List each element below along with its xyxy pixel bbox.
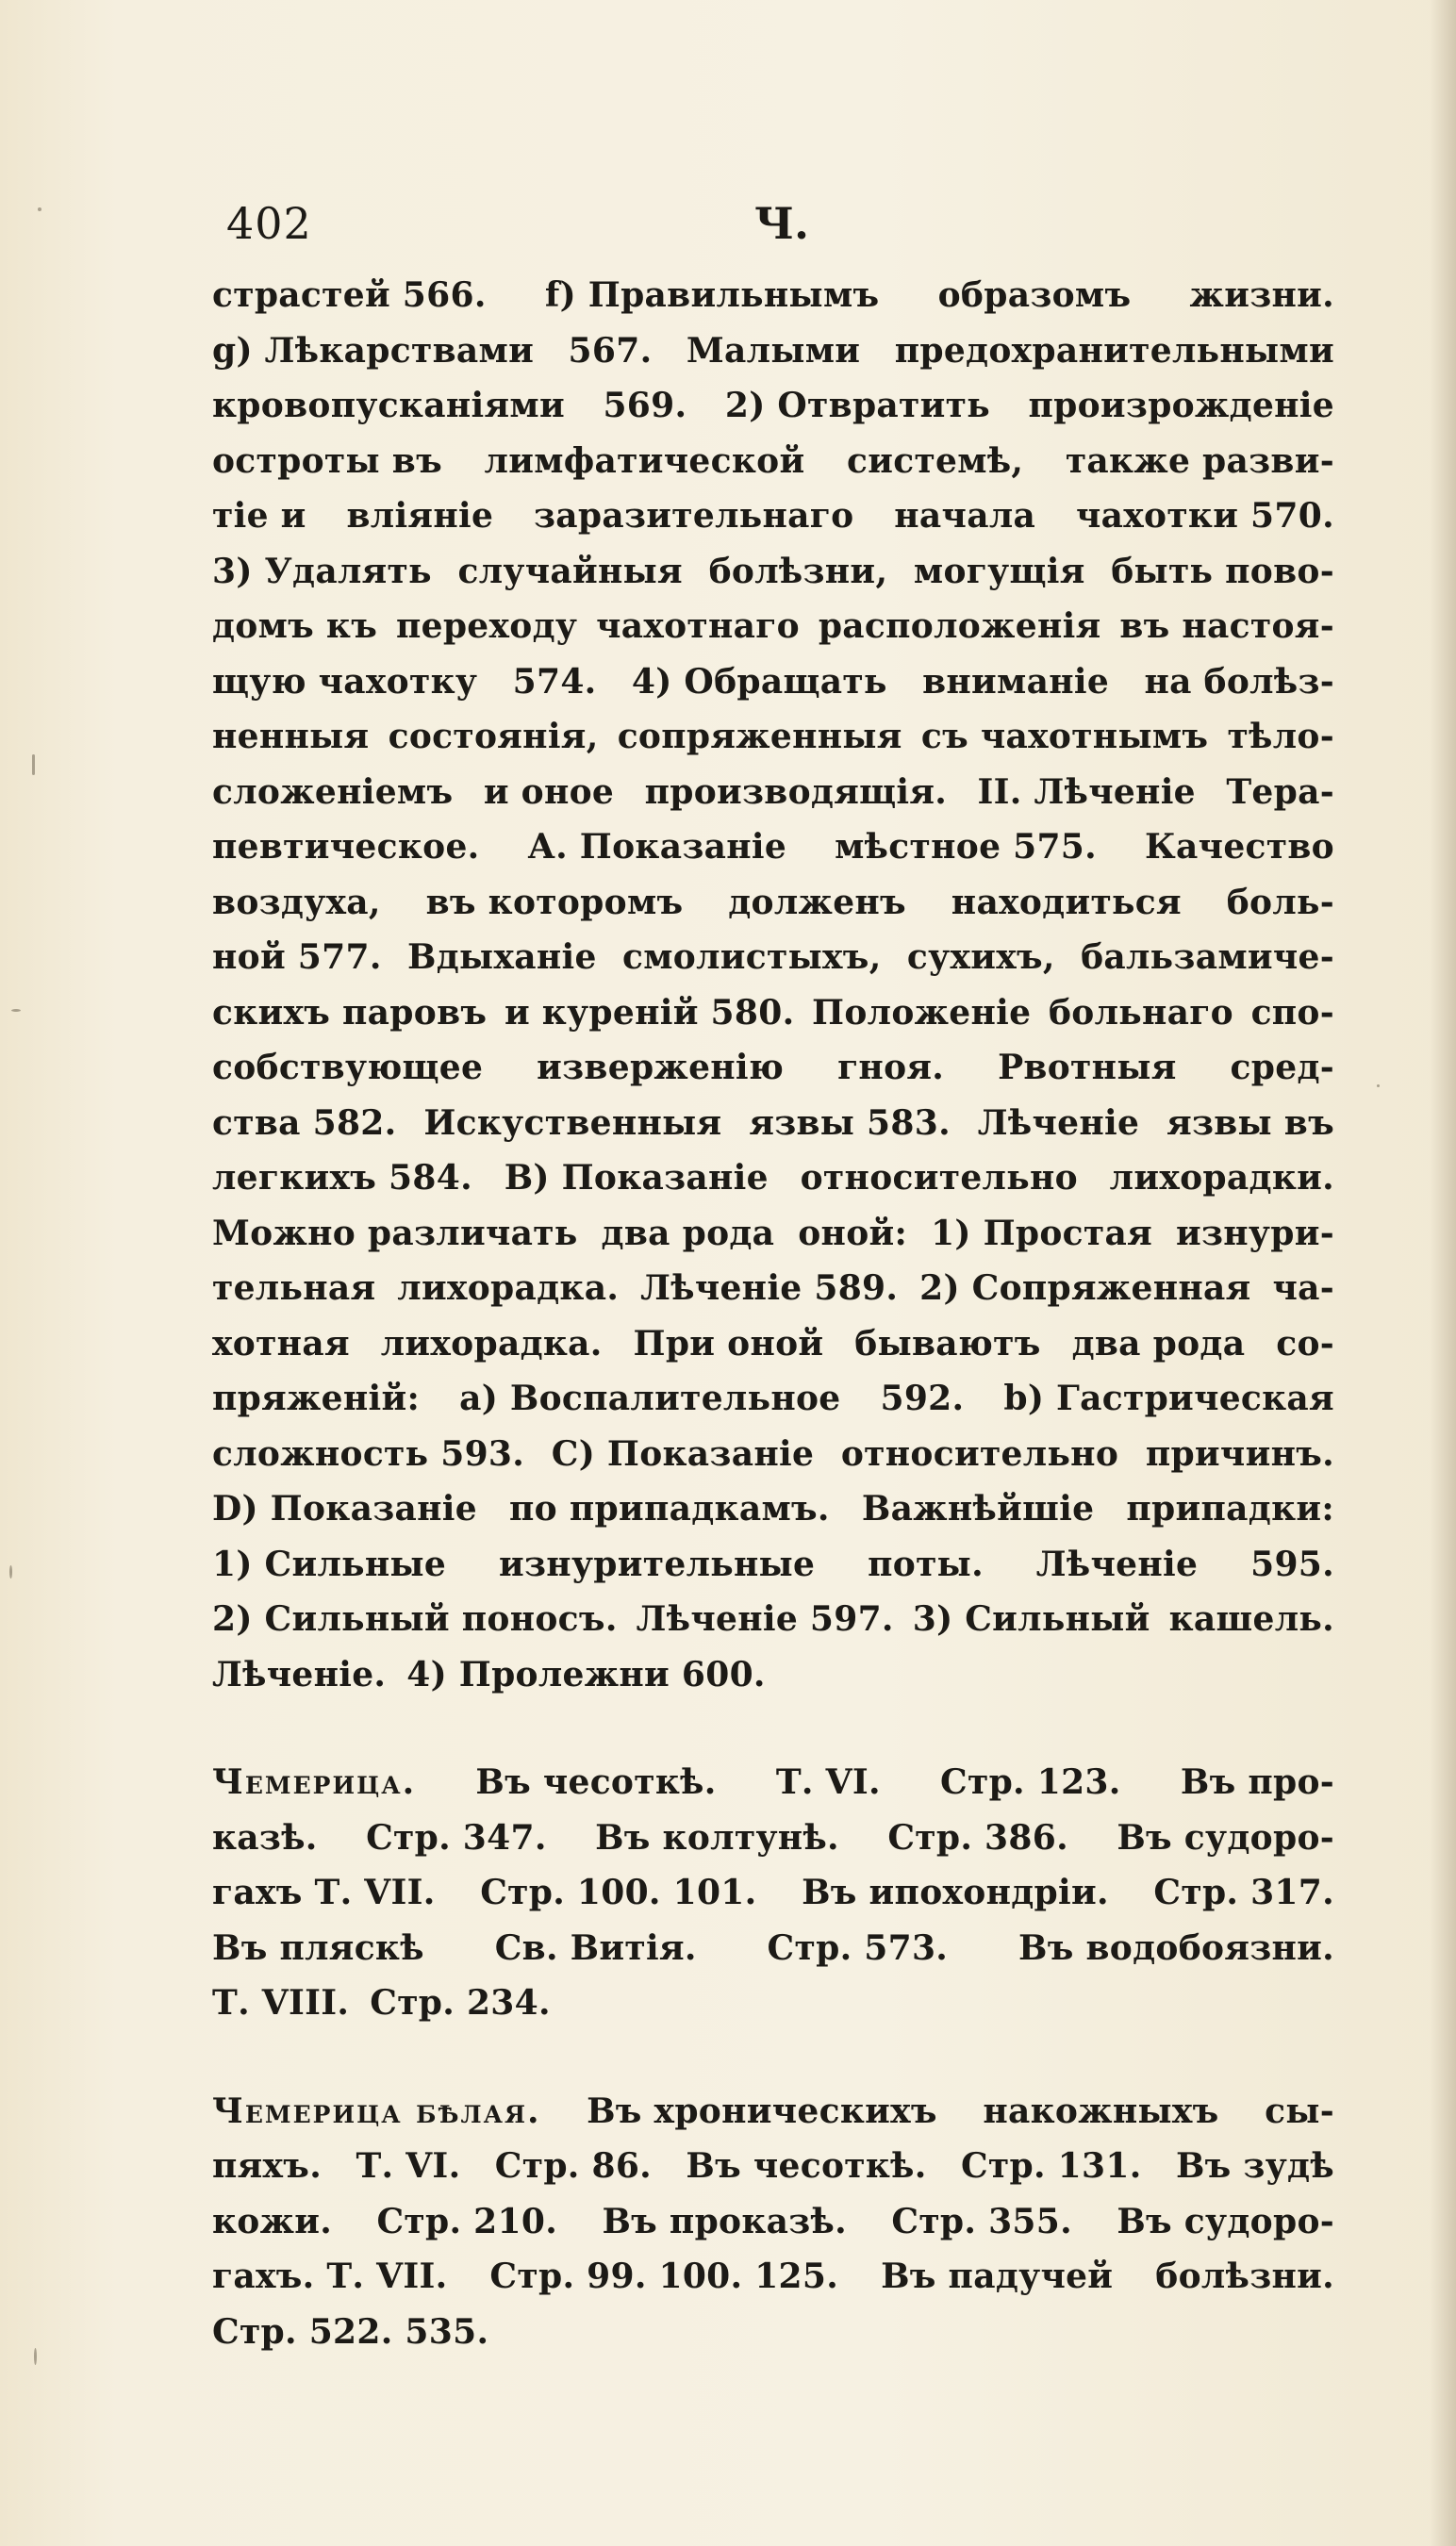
text-fragment: состоянія, <box>388 717 599 756</box>
text-fragment: Можно различать <box>212 1213 578 1253</box>
text-fragment: со- <box>1276 1323 1334 1364</box>
text-fragment: мѣстное 575. <box>835 827 1097 867</box>
text-fragment: щую чахотку <box>212 661 478 702</box>
text-fragment: Въ про- <box>1180 1762 1334 1802</box>
text-fragment: въ которомъ <box>425 882 684 922</box>
text-fragment: язвы 583. <box>749 1102 951 1143</box>
text-fragment: D) Показаніе <box>212 1489 477 1529</box>
text-fragment: Рвотныя <box>998 1048 1177 1087</box>
text-fragment: В) Показаніе <box>504 1158 769 1198</box>
text-fragment: 4) Пролежни 600. <box>406 1654 766 1695</box>
text-line <box>212 2312 1334 2368</box>
text-line <box>212 717 1334 772</box>
text-fragment: накожныхъ <box>983 2091 1219 2131</box>
text-fragment: чахотнаго <box>596 606 800 646</box>
text-fragment: сухихъ, <box>906 937 1055 977</box>
text-line <box>212 2257 1334 2312</box>
text-line <box>212 331 1334 387</box>
text-fragment: вліяніе <box>346 496 494 536</box>
text-fragment: Стр. 317. <box>1153 1873 1334 1912</box>
text-fragment: ненныя <box>212 717 370 756</box>
text-fragment: Лѣченіе 597. <box>636 1599 894 1639</box>
text-line <box>212 1103 1334 1159</box>
text-fragment: 3) Сильный <box>912 1599 1150 1639</box>
text-fragment: Важнѣйшіе <box>861 1489 1095 1529</box>
text-fragment: переходу <box>395 606 578 646</box>
text-fragment: сложеніемъ <box>212 771 454 812</box>
text-fragment: бальзамиче- <box>1081 937 1334 977</box>
text-fragment: расположенія <box>818 606 1101 646</box>
text-fragment: вниманіе <box>922 661 1110 702</box>
text-fragment: и оное <box>483 771 615 812</box>
text-fragment: Стр. 234. <box>370 1983 551 2023</box>
text-fragment: Т. VI. <box>356 2146 461 2186</box>
text-line <box>212 275 1334 331</box>
text-fragment: хотная <box>212 1323 350 1364</box>
text-fragment: гахъ. Т. VII. <box>212 2257 448 2296</box>
text-fragment: 4) Обращать <box>631 661 887 702</box>
text-fragment: сы- <box>1265 2091 1334 2131</box>
text-fragment: Искуственныя <box>423 1102 722 1143</box>
page-number: 402 <box>226 198 312 249</box>
text-fragment: лихорадка. <box>380 1323 603 1364</box>
text-fragment: тельная <box>212 1268 376 1308</box>
text-fragment: Лѣченіе. <box>212 1654 387 1695</box>
text-fragment: лихорадки. <box>1109 1158 1334 1198</box>
text-fragment: Въ водобоязни. <box>1018 1927 1334 1968</box>
text-fragment: Стр. 522. 535. <box>212 2311 489 2352</box>
text-fragment: произрожденіе <box>1028 386 1334 425</box>
text-fragment: лихорадка. <box>397 1268 620 1308</box>
paragraph-gap <box>212 1710 1334 1762</box>
text-fragment: 2) Отвратить <box>724 386 990 425</box>
text-fragment: два рода <box>601 1213 775 1253</box>
text-fragment: могущія <box>913 551 1085 591</box>
text-fragment: Въ ипохондріи. <box>802 1873 1109 1912</box>
text-fragment: системѣ, <box>847 440 1024 481</box>
text-fragment: II. Лѣченіе <box>977 771 1196 812</box>
text-fragment: тіе и <box>212 496 306 536</box>
text-fragment: находиться <box>951 882 1182 922</box>
text-fragment: начала <box>894 496 1036 536</box>
text-fragment: остроты въ <box>212 440 442 481</box>
text-fragment: кровопусканіями <box>212 386 565 425</box>
text-fragment: Въ хроническихъ <box>587 2091 937 2131</box>
ink-speck <box>34 2348 37 2365</box>
text-fragment: Въ судоро- <box>1117 2201 1334 2241</box>
text-fragment: 1) Сильные <box>212 1544 447 1584</box>
text-fragment: воздуха, <box>212 882 381 922</box>
text-fragment: С) Показаніе <box>551 1433 815 1474</box>
text-line <box>212 1158 1334 1214</box>
paragraph-gap <box>212 2039 1334 2091</box>
text-fragment: Лѣченіе 589. <box>640 1268 899 1308</box>
text-line <box>212 2146 1334 2202</box>
text-fragment: Въ зудѣ <box>1175 2146 1334 2186</box>
text-fragment: Чемерица бѣлая. <box>212 2091 541 2131</box>
text-fragment: язвы въ <box>1166 1102 1334 1143</box>
text-fragment: относительно <box>800 1158 1078 1198</box>
text-fragment: Стр. 355. <box>891 2201 1072 2241</box>
text-fragment: 1) Простая <box>931 1213 1153 1253</box>
text-fragment: бываютъ <box>854 1323 1041 1364</box>
text-fragment: Стр. 100. 101. <box>480 1873 757 1912</box>
text-fragment: оной: <box>798 1213 908 1253</box>
text-line <box>212 386 1334 441</box>
text-fragment: Т. VIII. <box>212 1983 350 2023</box>
text-fragment: предохранительными <box>894 330 1334 371</box>
text-fragment: и куреній 580. <box>504 992 795 1033</box>
text-fragment: изнурительные <box>499 1544 816 1584</box>
text-fragment: ства 582. <box>212 1102 397 1143</box>
text-fragment: Стр. 386. <box>887 1817 1068 1858</box>
text-fragment: образомъ <box>937 275 1132 315</box>
text-fragment: гноя. <box>837 1048 945 1087</box>
text-fragment: А. Показаніе <box>527 827 787 867</box>
text-line <box>212 827 1334 883</box>
text-line <box>212 1762 1334 1818</box>
text-line <box>212 1928 1334 1984</box>
text-line <box>212 1599 1334 1655</box>
text-fragment: Стр. 573. <box>767 1927 949 1968</box>
text-fragment: Тера- <box>1226 771 1334 812</box>
text-fragment: Въ колтунѣ. <box>595 1817 839 1858</box>
text-fragment: собствующее <box>212 1048 484 1087</box>
text-fragment: ча- <box>1272 1268 1334 1308</box>
text-fragment: а) Воспалительное <box>459 1379 841 1418</box>
text-line <box>212 1048 1334 1103</box>
body-text <box>212 275 1334 2367</box>
text-line <box>212 937 1334 993</box>
text-fragment: кожи. <box>212 2201 333 2241</box>
text-fragment: сопряженныя <box>617 717 902 756</box>
text-fragment: Въ чесоткѣ. <box>686 2146 927 2186</box>
text-line <box>212 1873 1334 1928</box>
text-fragment: сред- <box>1230 1048 1334 1087</box>
ink-speck <box>1377 1084 1380 1087</box>
text-fragment: Положеніе <box>812 992 1032 1033</box>
text-fragment: боль- <box>1226 882 1334 922</box>
text-fragment: 2) Сопряженная <box>919 1268 1251 1308</box>
text-line <box>212 1434 1334 1490</box>
text-fragment: певтическое. <box>212 827 480 867</box>
text-fragment: Малыми <box>686 330 861 371</box>
text-fragment: сложность 593. <box>212 1433 525 1474</box>
text-fragment: относительно <box>840 1433 1119 1474</box>
text-fragment: Въ пляскѣ <box>212 1927 424 1968</box>
text-line <box>212 993 1334 1049</box>
text-fragment: Стр. 123. <box>940 1762 1121 1802</box>
text-line <box>212 1545 1334 1600</box>
page-edge-shadow <box>1430 0 1456 2546</box>
text-line <box>212 1818 1334 1874</box>
text-fragment: При оной <box>633 1323 824 1364</box>
text-line <box>212 441 1334 497</box>
text-fragment: 595. <box>1250 1544 1334 1584</box>
text-fragment: также разви- <box>1065 440 1334 481</box>
text-fragment: долженъ <box>728 882 906 922</box>
text-fragment: лимфатической <box>484 440 805 481</box>
text-fragment: по припадкамъ. <box>509 1489 830 1529</box>
text-fragment: припадки: <box>1126 1489 1334 1529</box>
text-fragment: страстей 566. <box>212 275 487 315</box>
text-fragment: домъ къ <box>212 606 378 646</box>
text-line <box>212 552 1334 607</box>
text-fragment: ной 577. <box>212 937 382 977</box>
text-fragment: изнури- <box>1175 1213 1334 1253</box>
text-fragment: производящія. <box>644 771 948 812</box>
text-line <box>212 1983 1334 2039</box>
text-fragment: чахотки 570. <box>1075 496 1334 536</box>
text-fragment: Въ чесоткѣ. <box>475 1762 717 1802</box>
text-fragment: быть пово- <box>1111 551 1334 591</box>
text-fragment: Вдыханіе <box>407 937 597 977</box>
text-fragment: Стр. 131. <box>960 2146 1142 2186</box>
text-fragment: 592. <box>880 1379 965 1418</box>
text-fragment: g) Лѣкарствами <box>212 330 535 371</box>
text-fragment: скихъ паровъ <box>212 992 488 1033</box>
text-line <box>212 1268 1334 1324</box>
text-fragment: гахъ Т. VII. <box>212 1873 436 1912</box>
text-fragment: Стр. 210. <box>376 2201 558 2241</box>
text-fragment: пряженій: <box>212 1379 421 1418</box>
text-line <box>212 496 1334 552</box>
text-fragment: казѣ. <box>212 1817 318 1858</box>
ink-speck <box>9 1565 12 1579</box>
running-head: Ч. <box>754 198 810 249</box>
text-fragment: Въ проказѣ. <box>602 2201 847 2241</box>
text-line <box>212 1214 1334 1269</box>
ink-speck <box>38 207 41 211</box>
text-fragment: b) Гастрическая <box>1003 1379 1334 1418</box>
text-fragment: болѣзни. <box>1155 2257 1334 2296</box>
text-fragment: поты. <box>868 1544 984 1584</box>
text-fragment: 574. <box>512 661 597 702</box>
text-line <box>212 662 1334 718</box>
text-fragment: Чемерица. <box>212 1762 417 1802</box>
text-line <box>212 1324 1334 1380</box>
text-fragment: съ чахотнымъ <box>920 717 1209 756</box>
text-line <box>212 772 1334 828</box>
ink-speck <box>32 754 35 775</box>
text-fragment: тѣло- <box>1227 717 1334 756</box>
text-fragment: жизни. <box>1189 275 1334 315</box>
text-fragment: Лѣченіе <box>1035 1544 1199 1584</box>
text-fragment: Качество <box>1145 827 1334 867</box>
text-fragment: изверженію <box>537 1048 785 1087</box>
text-line <box>212 1655 1334 1711</box>
text-fragment: Св. Витія. <box>494 1927 697 1968</box>
text-fragment: пяхъ. <box>212 2146 323 2186</box>
text-line <box>212 2091 1334 2147</box>
text-fragment: Стр. 99. 100. 125. <box>489 2257 839 2296</box>
text-line <box>212 1379 1334 1434</box>
text-fragment: кашель. <box>1168 1599 1334 1639</box>
text-fragment: два рода <box>1071 1323 1246 1364</box>
text-fragment: больнаго <box>1048 992 1233 1033</box>
text-line <box>212 606 1334 662</box>
text-fragment: причинъ. <box>1145 1433 1334 1474</box>
text-fragment: смолистыхъ, <box>622 937 882 977</box>
text-fragment: Лѣченіе <box>977 1102 1140 1143</box>
text-fragment: болѣзни, <box>708 551 888 591</box>
text-fragment: легкихъ 584. <box>212 1158 472 1198</box>
text-fragment: въ настоя- <box>1119 606 1334 646</box>
page-header <box>226 198 1320 255</box>
text-fragment: 569. <box>603 386 687 425</box>
text-fragment: 3) Удалять <box>212 551 432 591</box>
text-fragment: случайныя <box>457 551 683 591</box>
text-fragment: 2) Сильный поносъ. <box>212 1599 618 1639</box>
text-fragment: Т. VI. <box>775 1762 881 1802</box>
text-fragment: Стр. 86. <box>494 2146 653 2186</box>
text-fragment: Въ судоро- <box>1117 1817 1334 1858</box>
text-line <box>212 2202 1334 2257</box>
text-fragment: 567. <box>568 330 653 371</box>
text-fragment: Стр. 347. <box>366 1817 547 1858</box>
text-fragment: f) Правильнымъ <box>544 275 880 315</box>
text-fragment: Въ падучей <box>881 2257 1114 2296</box>
text-fragment: заразительнаго <box>533 496 854 536</box>
text-fragment: спо- <box>1250 992 1334 1033</box>
text-line <box>212 883 1334 938</box>
text-line <box>212 1489 1334 1545</box>
ink-speck <box>11 1009 21 1012</box>
text-fragment: на болѣз- <box>1144 661 1334 702</box>
